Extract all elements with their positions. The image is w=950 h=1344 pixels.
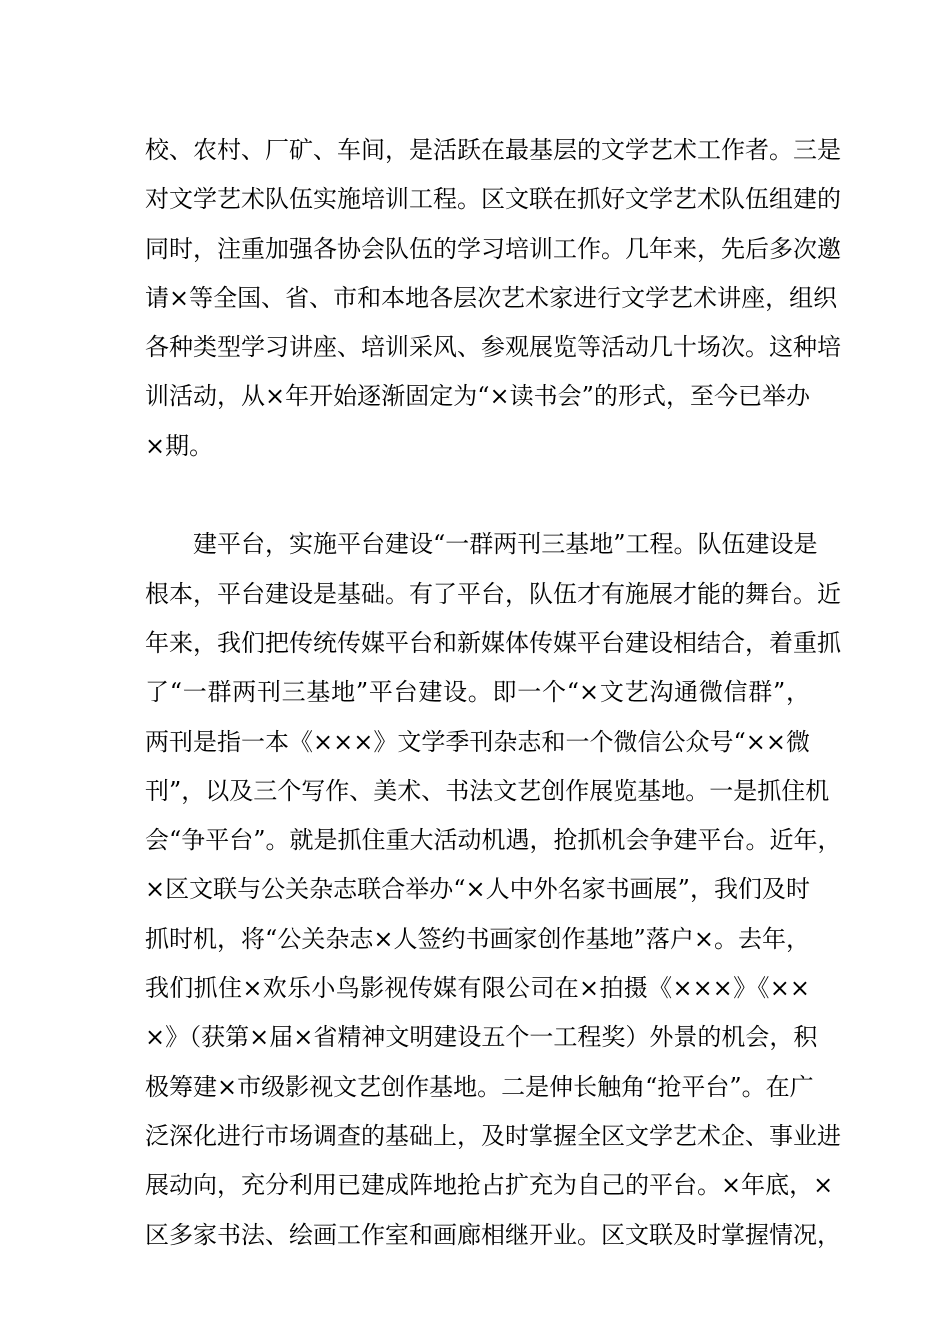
text-line: 展动向，充分利用已建成阵地抢占扩充为自己的平台。×年底，× xyxy=(145,1171,834,1200)
text-line: 区多家书法、绘画工作室和画廊相继开业。区文联及时掌握情况， xyxy=(145,1220,841,1249)
text-line: 请×等全国、省、市和本地各层次艺术家进行文学艺术讲座，组织 xyxy=(145,283,838,312)
text-line: ×期。 xyxy=(145,431,214,460)
text-line: 校、农村、厂矿、车间，是活跃在最基层的文学艺术工作者。三是 xyxy=(145,136,841,164)
text-line: 会“争平台”。就是抓住重大活动机遇，抢抓机会争建平台。近年， xyxy=(145,826,842,855)
text-line: 我们抓住×欢乐小鸟影视传媒有限公司在×拍摄《×××》《×× xyxy=(145,974,810,1003)
text-line: 训活动，从×年开始逐渐固定为“×读书会”的形式，至今已举办 xyxy=(145,382,810,411)
text-line: 两刊是指一本《×××》文学季刊杂志和一个微信公众号“××微 xyxy=(145,727,810,756)
paragraph-spacing xyxy=(145,471,810,520)
text-line: 建平台，实施平台建设“一群两刊三基地”工程。队伍建设是 xyxy=(193,530,818,559)
paragraph-1 xyxy=(145,126,841,471)
paragraph-2 xyxy=(145,520,842,1259)
text-line: 极筹建×市级影视文艺创作基地。二是伸长触角“抢平台”。在广 xyxy=(145,1072,814,1101)
text-line: 对文学艺术队伍实施培训工程。区文联在抓好文学艺术队伍组建的 xyxy=(145,185,841,214)
text-line: 了“一群两刊三基地”平台建设。即一个“×文艺沟通微信群”， xyxy=(145,678,810,707)
text-line: 年来，我们把传统传媒平台和新媒体传媒平台建设相结合，着重抓 xyxy=(145,628,841,657)
text-line: ×区文联与公关杂志联合举办“×人中外名家书画展”，我们及时 xyxy=(145,875,810,904)
body-text xyxy=(145,126,842,1260)
text-line: 同时，注重加强各协会队伍的学习培训工作。几年来，先后多次邀 xyxy=(145,234,841,263)
text-line: ×》（获第×届×省精神文明建设五个一工程奖）外景的机会，积 xyxy=(145,1023,818,1052)
text-line: 根本，平台建设是基础。有了平台，队伍才有施展才能的舞台。近 xyxy=(145,579,841,608)
text-line: 泛深化进行市场调查的基础上，及时掌握全区文学艺术企、事业进 xyxy=(145,1121,841,1150)
text-line: 刊”，以及三个写作、美术、书法文艺创作展览基地。一是抓住机 xyxy=(145,776,830,805)
text-line: 各种类型学习讲座、培训采风、参观展览等活动几十场次。这种培 xyxy=(145,333,841,362)
text-line: 抓时机，将“公关杂志×人签约书画家创作基地”落户×。去年， xyxy=(145,924,810,953)
